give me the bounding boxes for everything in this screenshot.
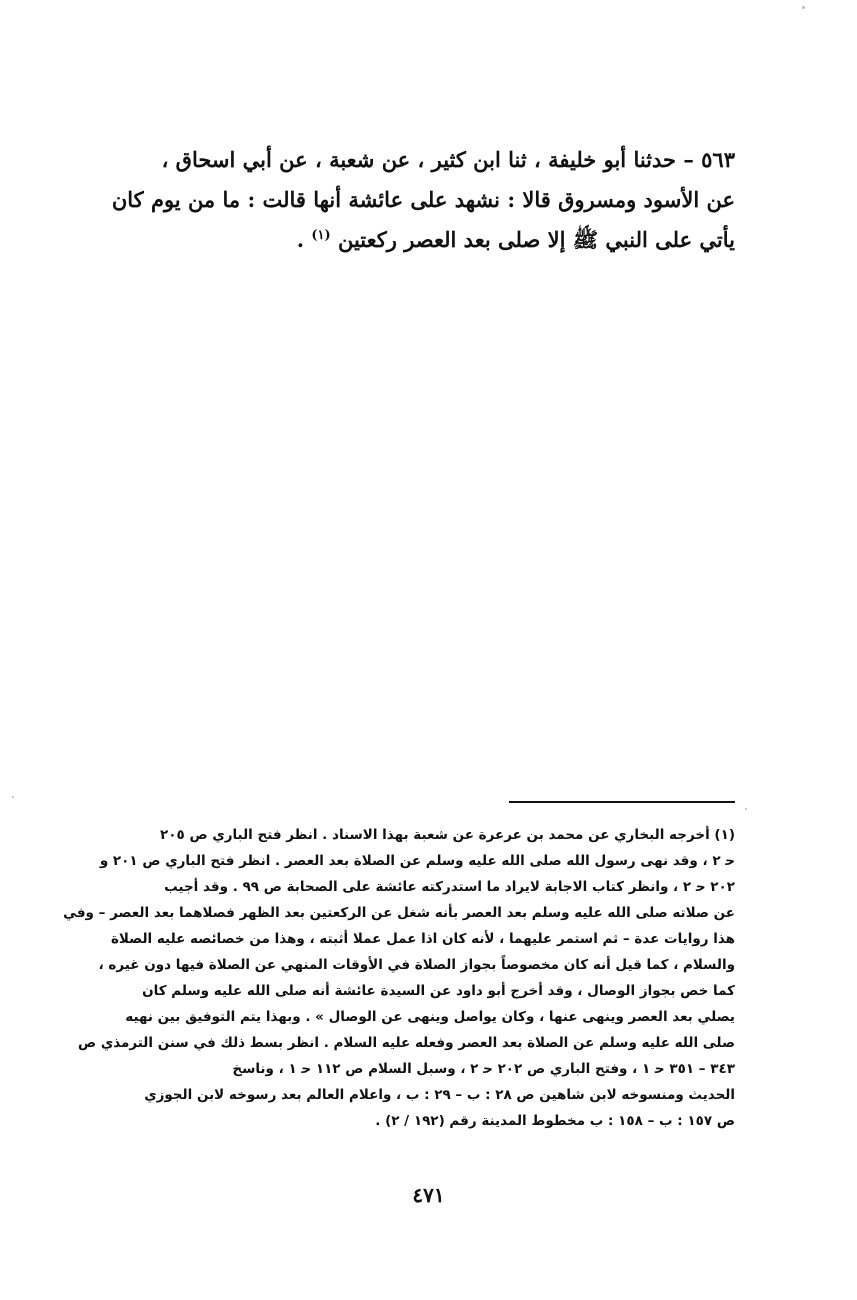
footnote-line: هذا روايات عدة – ثم استمر عليهما ، لأنه كان اذا عمل عملا أثبته ، وهذا من خصائصه عليه الصلاة <box>110 931 735 947</box>
scan-speck <box>745 808 747 810</box>
hadith-line-3 <box>95 220 735 260</box>
footnote-line: ٢٠٢ ﺣ ٢ ، وانظر كتاب الاجابة لايراد ما استدركته عائشة على الصحابة ص ٩٩ . وقد أجيب <box>164 879 735 895</box>
hadith-text <box>95 140 735 260</box>
footnote-line: عن صلاته صلى الله عليه وسلم بعد العصر بأنه شغل عن الركعتين بعد الظهر فصلاهما بعد العصر – وفي <box>63 905 735 921</box>
footnote-line: ص ١٥٧ : ب – ١٥٨ : ب مخطوط المدينة رقم (١٩٢ / ٢) . <box>375 1113 735 1129</box>
footnote-line: ﺣ ٢ ، وقد نهى رسول الله صلى الله عليه وسلم عن الصلاة بعد العصر . انظر فتح الباري ص ٢٠١ و <box>99 853 735 869</box>
footnote-line: صلى الله عليه وسلم عن الصلاة بعد العصر وفعله عليه السلام . انظر بسط ذلك في سنن الترمذي ص <box>78 1035 735 1051</box>
hadith-line-3-text: يأتي على النبي ﷺ إلا صلى بعد العصر ركعتين <box>337 227 735 252</box>
footnote-line: يصلي بعد العصر وينهى عنها ، وكان يواصل وينهى عن الوصال » . وبهذا يتم التوفيق بين نهيه <box>125 1009 735 1025</box>
scan-speck <box>802 6 805 9</box>
footnote-line: والسلام ، كما قيل أنه كان مخصوصاً بجواز الصلاة في الأوقات المنهي عن الصلاة فيها دون غيره ، <box>98 957 735 973</box>
footnote-line: (١) أخرجه البخاري عن محمد بن عرعرة عن شعبة بهذا الاسناد . انظر فتح الباري ص ٢٠٥ <box>160 827 735 843</box>
footnote-line: كما خص بجواز الوصال ، وقد أخرج أبو داود عن السيدة عائشة أنه صلى الله عليه وسلم كان <box>142 983 735 999</box>
scan-speck <box>12 796 14 798</box>
page-number: ٤٧١ <box>412 1183 445 1207</box>
footnote-reference: (١) <box>311 228 331 243</box>
hadith-end-mark: . <box>296 227 305 252</box>
footnote-separator <box>509 801 735 803</box>
hadith-line-1: ٥٦٣ – حدثنا أبو خليفة ، ثنا ابن كثير ، عن شعبة ، عن أبي اسحاق ، <box>161 147 735 172</box>
footnote-line: الحديث ومنسوخه لابن شاهين ص ٢٨ : ب – ٢٩ : ب ، واعلام العالم بعد رسوخه لابن الجوزي <box>144 1087 735 1103</box>
footnote-line: ٣٤٣ – ٣٥١ ﺣ ١ ، وفتح الباري ص ٢٠٢ ﺣ ٢ ، وسبل السلام ص ١١٢ ﺣ ١ ، وناسخ <box>232 1061 735 1077</box>
hadith-line-2: عن الأسود ومسروق قالا : نشهد على عائشة أنها قالت : ما من يوم كان <box>111 187 735 212</box>
footnote-block <box>63 822 735 1134</box>
